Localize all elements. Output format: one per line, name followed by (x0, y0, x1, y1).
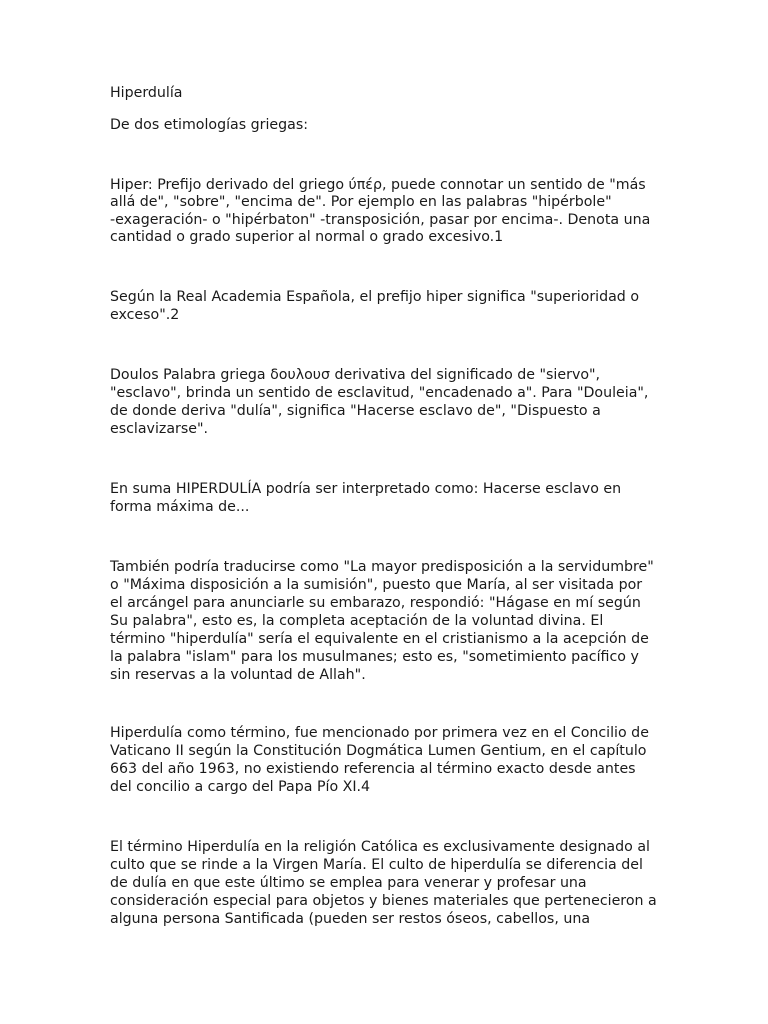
paragraph-line: Vaticano II según la Constitución Dogmática Lumen Gentium, en el capítulo (110, 743, 647, 759)
paragraph-line: "esclavo", brinda un sentido de esclavitud, "encadenado a". Para "Douleia", (110, 385, 649, 401)
paragraph-line: consideración especial para objetos y bienes materiales que pertenecieron a (110, 893, 657, 909)
paragraph-line: -exageración- o "hipérbaton" -transposición, pasar por encima-. Denota una (110, 212, 651, 228)
document-title: Hiperdulía (110, 85, 183, 101)
paragraph-line: En suma HIPERDULÍA podría ser interpretado como: Hacerse esclavo en (110, 481, 622, 497)
paragraph-line: Hiper: Prefijo derivado del griego ύπέρ, puede connotar un sentido de "más (110, 177, 646, 193)
paragraph-line: culto que se rinde a la Virgen María. El culto de hiperdulía se diferencia del (110, 857, 643, 873)
paragraph-line: cantidad o grado superior al normal o grado excesivo.1 (110, 229, 504, 245)
paragraph-line: Según la Real Academia Española, el prefijo hiper significa "superioridad o (110, 289, 640, 305)
paragraph-line: de dulía en que este último se emplea para venerar y profesar una (110, 875, 587, 891)
paragraph-line: El término Hiperdulía en la religión Católica es exclusivamente designado al (110, 839, 650, 855)
paragraph-line: allá de", "sobre", "encima de". Por ejemplo en las palabras "hipérbole" (110, 194, 612, 210)
paragraph-line: del concilio a cargo del Papa Pío XI.4 (110, 779, 371, 795)
paragraph-line: Su palabra", esto es, la completa aceptación de la voluntad divina. El (110, 613, 604, 629)
paragraph-line: sin reservas a la voluntad de Allah". (110, 667, 366, 683)
paragraph-line: el arcángel para anunciarle su embarazo, respondió: "Hágase en mí según (110, 595, 641, 611)
document-intro: De dos etimologías griegas: (110, 117, 309, 133)
paragraph-line: la palabra "islam" para los musulmanes; esto es, "sometimiento pacífico y (110, 649, 639, 665)
paragraph-line: o "Máxima disposición a la sumisión", puesto que María, al ser visitada por (110, 577, 643, 593)
paragraph-line: Hiperdulía como término, fue mencionado por primera vez en el Concilio de (110, 725, 649, 741)
paragraph-line: Doulos Palabra griega δουλουσ derivativa del significado de "siervo", (110, 367, 601, 383)
paragraph-line: 663 del año 1963, no existiendo referencia al término exacto desde antes (110, 761, 636, 777)
paragraph-line: forma máxima de... (110, 499, 250, 515)
paragraph-line: de donde deriva "dulía", significa "Hacerse esclavo de", "Dispuesto a (110, 403, 601, 419)
paragraph-line: exceso".2 (110, 307, 180, 323)
paragraph-line: esclavizarse". (110, 421, 209, 437)
paragraph-line: También podría traducirse como "La mayor predisposición a la servidumbre" (110, 559, 654, 575)
paragraph-line: alguna persona Santificada (pueden ser restos óseos, cabellos, una (110, 911, 591, 927)
paragraph-line: término "hiperdulía" sería el equivalente en el cristianismo a la acepción de (110, 631, 649, 647)
